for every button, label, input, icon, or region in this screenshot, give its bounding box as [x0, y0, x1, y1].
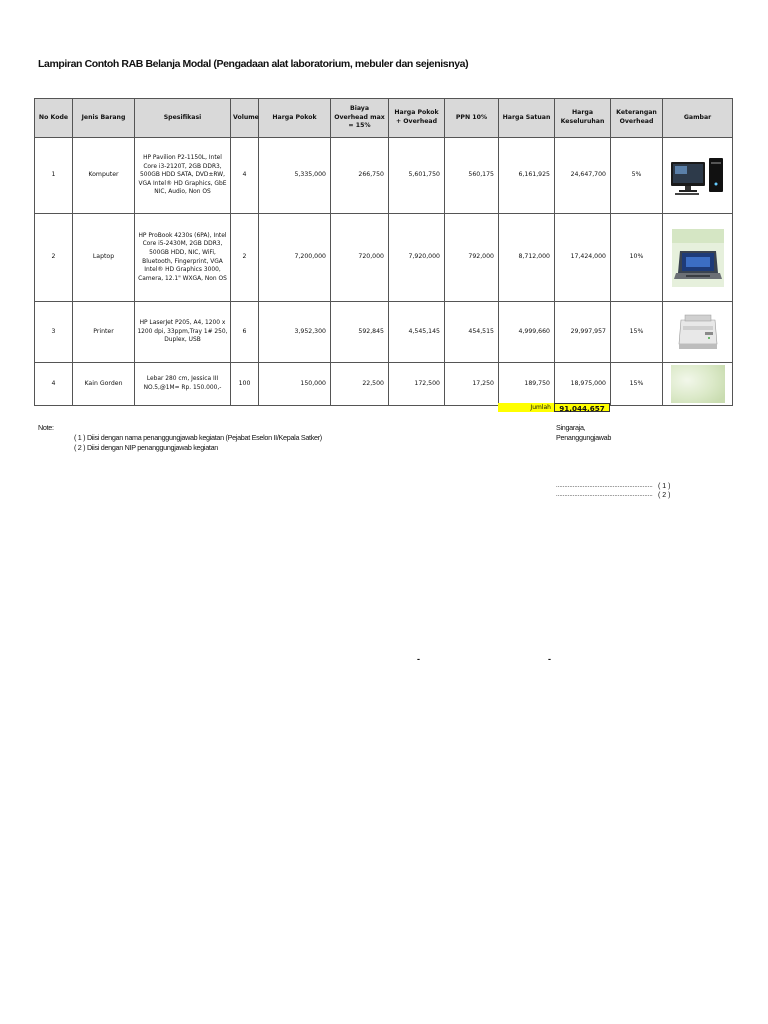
- note-line-2: ( 2 ) Diisi dengan NIP penanggungjawab kegiatan: [74, 443, 219, 452]
- table-row: [35, 302, 733, 363]
- cell-volume: 4: [231, 138, 259, 214]
- cell-jenis: Komputer: [73, 138, 135, 214]
- cell-keterangan: 15%: [611, 302, 663, 363]
- cell-ppn: 792,000: [445, 214, 499, 302]
- header-keterangan-overhead: Keterangan Overhead: [611, 99, 663, 138]
- cell-biaya-overhead: 720,000: [331, 214, 389, 302]
- cell-jenis: Printer: [73, 302, 135, 363]
- header-pokok-overhead: Harga Pokok + Overhead: [389, 99, 445, 138]
- cell-gambar: [663, 214, 733, 302]
- cell-spesifikasi: HP ProBook 4230s (6PA), Intel Core i5-2430M, 2GB DDR3, 500GB HDD, NIC, WiFi, Bluetooth, Fingerprint, VGA Intel® HD Graphics 3000, Camera, 12.1" WXGA, Non OS: [135, 214, 231, 302]
- cell-keterangan: 5%: [611, 138, 663, 214]
- header-volume: Volume: [231, 99, 259, 138]
- table-row: [35, 214, 733, 302]
- header-harga-pokok: Harga Pokok: [259, 99, 331, 138]
- header-no-kode: No Kode: [35, 99, 73, 138]
- cell-gambar: [663, 138, 733, 214]
- table-row: [35, 363, 733, 406]
- note-label: Note:: [38, 423, 54, 432]
- jumlah-label: Jumlah: [498, 403, 554, 412]
- cell-keterangan: 15%: [611, 363, 663, 406]
- header-biaya-overhead: Biaya Overhead max = 15%: [331, 99, 389, 138]
- cell-harga-keseluruhan: 18,975,000: [555, 363, 611, 406]
- cell-pokok-overhead: 172,500: [389, 363, 445, 406]
- signature-name-line: ..........................................................: [556, 483, 653, 489]
- cell-biaya-overhead: 592,845: [331, 302, 389, 363]
- cell-pokok-overhead: 4,545,145: [389, 302, 445, 363]
- jumlah-total-value: 91,044,657: [554, 403, 610, 412]
- cell-biaya-overhead: 266,750: [331, 138, 389, 214]
- cell-spesifikasi: Lebar 280 cm, Jessica III NO.5,@1M= Rp. 150.000,-: [135, 363, 231, 406]
- rab-table: [34, 98, 733, 406]
- cell-biaya-overhead: 22,500: [331, 363, 389, 406]
- cell-harga-keseluruhan: 29,997,957: [555, 302, 611, 363]
- cell-harga-satuan: 6,161,925: [499, 138, 555, 214]
- table-row: [35, 138, 733, 214]
- printer-icon: [675, 312, 721, 352]
- note-line-1: ( 1 ) Diisi dengan nama penanggungjawab kegiatan (Pejabat Eselon II/Kepala Satker): [74, 433, 322, 442]
- cell-no: 1: [35, 138, 73, 214]
- cell-harga-keseluruhan: 24,647,700: [555, 138, 611, 214]
- signature-name-marker: ( 1 ): [658, 483, 671, 490]
- header-gambar: Gambar: [663, 99, 733, 138]
- header-harga-satuan: Harga Satuan: [499, 99, 555, 138]
- laptop-icon: [672, 229, 724, 287]
- cell-harga-keseluruhan: 17,424,000: [555, 214, 611, 302]
- signature-place: Singaraja,: [556, 423, 586, 432]
- cell-gambar: [663, 302, 733, 363]
- page-title: Lampiran Contoh RAB Belanja Modal (Pengadaan alat laboratorium, mebuler dan sejenisnya): [38, 58, 469, 70]
- header-ppn: PPN 10%: [445, 99, 499, 138]
- desktop-computer-icon: [669, 156, 727, 196]
- cell-harga-pokok: 3,952,300: [259, 302, 331, 363]
- cell-no: 2: [35, 214, 73, 302]
- cell-spesifikasi: HP Pavilion P2-1150L, Intel Core i3-2120T, 2GB DDR3, 500GB HDD SATA, DVD±RW, VGA Intel® HD Graphics, GbE NIC, Audio, Non OS: [135, 138, 231, 214]
- cell-harga-pokok: 7,200,000: [259, 214, 331, 302]
- footer-dash-left: -: [417, 654, 420, 664]
- cell-harga-pokok: 5,335,000: [259, 138, 331, 214]
- cell-harga-satuan: 8,712,000: [499, 214, 555, 302]
- cell-keterangan: 10%: [611, 214, 663, 302]
- cell-volume: 100: [231, 363, 259, 406]
- header-jenis-barang: Jenis Barang: [73, 99, 135, 138]
- cell-pokok-overhead: 7,920,000: [389, 214, 445, 302]
- header-harga-keseluruhan: Harga Keseluruhan: [555, 99, 611, 138]
- cell-harga-satuan: 189,750: [499, 363, 555, 406]
- cell-gambar: [663, 363, 733, 406]
- cell-no: 3: [35, 302, 73, 363]
- cell-ppn: 454,515: [445, 302, 499, 363]
- cell-jenis: Laptop: [73, 214, 135, 302]
- signature-nip-line: ..........................................................: [556, 492, 653, 498]
- cell-pokok-overhead: 5,601,750: [389, 138, 445, 214]
- cell-volume: 6: [231, 302, 259, 363]
- footer-dash-right: -: [548, 654, 551, 664]
- signature-role: Penanggungjawab: [556, 433, 612, 442]
- header-spesifikasi: Spesifikasi: [135, 99, 231, 138]
- cell-harga-pokok: 150,000: [259, 363, 331, 406]
- cell-harga-satuan: 4,999,660: [499, 302, 555, 363]
- curtain-fabric-icon: [671, 365, 725, 403]
- cell-spesifikasi: HP LaserJet P205, A4, 1200 x 1200 dpi, 33ppm,Tray 1# 250, Duplex, USB: [135, 302, 231, 363]
- signature-nip-marker: ( 2 ): [658, 492, 671, 499]
- cell-no: 4: [35, 363, 73, 406]
- table-header-row: [35, 99, 733, 138]
- cell-ppn: 560,175: [445, 138, 499, 214]
- cell-volume: 2: [231, 214, 259, 302]
- cell-jenis: Kain Gorden: [73, 363, 135, 406]
- cell-ppn: 17,250: [445, 363, 499, 406]
